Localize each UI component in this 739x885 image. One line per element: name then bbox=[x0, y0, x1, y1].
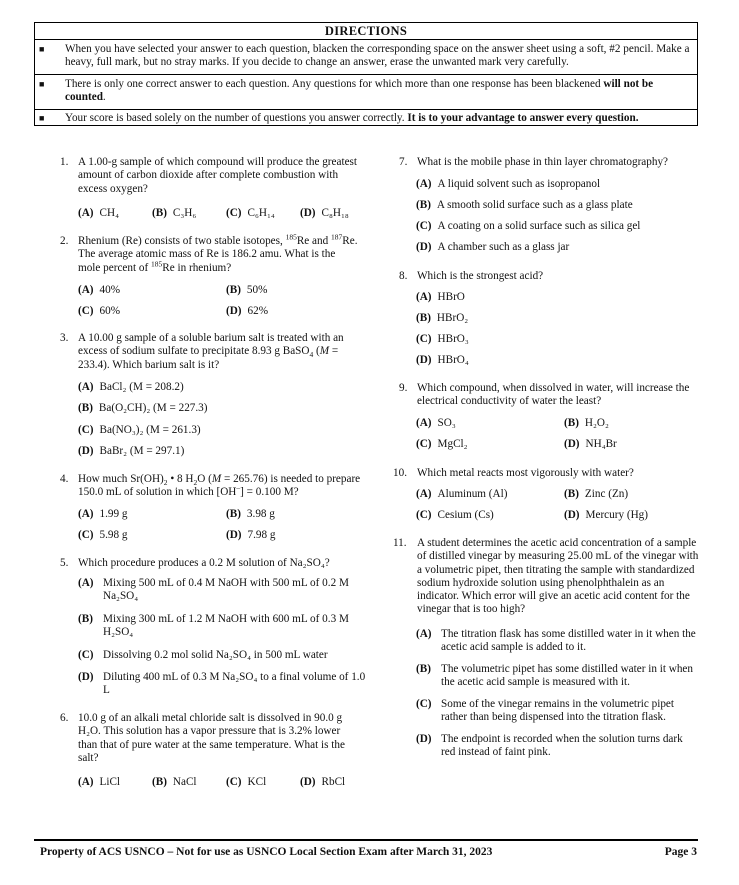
q1-option-a[interactable]: (A) CH₄ bbox=[78, 207, 119, 219]
q2-option-a[interactable]: (A) 40% bbox=[78, 284, 121, 296]
q9-option-c[interactable]: (C) MgCl₂ bbox=[416, 438, 468, 450]
q3-option-b[interactable]: (B) Ba(O₂CH)₂ (M = 227.3) bbox=[78, 402, 208, 414]
q11-option-d[interactable]: (D) The endpoint is recorded when the solution turns dark red instead of faint pink. bbox=[416, 733, 683, 759]
bullet-icon: ■ bbox=[39, 113, 45, 123]
q8-option-b[interactable]: (B) HBrO₂ bbox=[416, 312, 469, 324]
footer-divider bbox=[34, 839, 698, 841]
q10-option-a[interactable]: (A) Aluminum (Al) bbox=[416, 488, 508, 500]
directions-title: DIRECTIONS bbox=[35, 23, 697, 40]
q8-option-a[interactable]: (A) HBrO bbox=[416, 291, 465, 303]
footer-copyright: Property of ACS USNCO – Not for use as USNCO Local Section Exam after March 31, 2023 bbox=[40, 846, 493, 858]
q9-option-d[interactable]: (D) NH₄Br bbox=[564, 438, 617, 450]
q3-option-a[interactable]: (A) BaCl₂ (M = 208.2) bbox=[78, 381, 184, 393]
q8-option-c[interactable]: (C) HBrO₃ bbox=[416, 333, 469, 345]
q11-option-c[interactable]: (C) Some of the vinegar remains in the volumetric pipet rather than being dispensed into the titration flask. bbox=[416, 698, 675, 724]
q5-option-a[interactable]: (A) Mixing 500 mL of 0.4 M NaOH with 500 mL of 0.2 M Na₂SO₄ bbox=[78, 577, 349, 603]
q9-option-b[interactable]: (B) H₂O₂ bbox=[564, 417, 609, 429]
q6-option-a[interactable]: (A) LiCl bbox=[78, 776, 121, 788]
q1-option-d[interactable]: (D) C₈H₁₈ bbox=[300, 207, 349, 219]
q7-option-d[interactable]: (D) A chamber such as a glass jar bbox=[416, 241, 570, 253]
q4-option-a[interactable]: (A) 1.99 g bbox=[78, 508, 128, 520]
directions-divider bbox=[35, 74, 697, 75]
directions-divider bbox=[35, 109, 697, 110]
q7-option-b[interactable]: (B) A smooth solid surface such as a glass plate bbox=[416, 199, 633, 211]
q10-option-b[interactable]: (B) Zinc (Zn) bbox=[564, 488, 629, 500]
q5-option-c[interactable]: (C) Dissolving 0.2 mol solid Na₂SO₄ in 500 mL water bbox=[78, 649, 328, 661]
q6-option-b[interactable]: (B) NaCl bbox=[152, 776, 197, 788]
q11-option-a[interactable]: (A) The titration flask has some distilled water in it when the acetic acid sample is added to it. bbox=[416, 628, 696, 654]
q4-option-b[interactable]: (B) 3.98 g bbox=[226, 508, 275, 520]
q5-option-b[interactable]: (B) Mixing 300 mL of 1.2 M NaOH with 600 mL of 0.3 M H₂SO₄ bbox=[78, 613, 349, 639]
q2-option-c[interactable]: (C) 60% bbox=[78, 305, 121, 317]
q9-option-a[interactable]: (A) SO₃ bbox=[416, 417, 456, 429]
bullet-icon: ■ bbox=[39, 44, 45, 54]
q3-option-c[interactable]: (C) Ba(NO₃)₂ (M = 261.3) bbox=[78, 424, 201, 436]
q1-option-c[interactable]: (C) C₆H₁₄ bbox=[226, 207, 275, 219]
q7-option-c[interactable]: (C) A coating on a solid surface such as silica gel bbox=[416, 220, 641, 232]
q8-option-d[interactable]: (D) HBrO₄ bbox=[416, 354, 469, 366]
page-number: Page 3 bbox=[664, 846, 697, 858]
q6-option-c[interactable]: (C) KCl bbox=[226, 776, 267, 788]
q10-option-c[interactable]: (C) Cesium (Cs) bbox=[416, 509, 494, 521]
q7-option-a[interactable]: (A) A liquid solvent such as isopropanol bbox=[416, 178, 601, 190]
bullet-icon: ■ bbox=[39, 79, 45, 89]
q10-option-d[interactable]: (D) Mercury (Hg) bbox=[564, 509, 648, 521]
q5-option-d[interactable]: (D) Diluting 400 mL of 0.3 M Na₂SO₄ to a final volume of 1.0 L bbox=[78, 671, 366, 697]
q2-option-d[interactable]: (D) 62% bbox=[226, 305, 269, 317]
q4-option-c[interactable]: (C) 5.98 g bbox=[78, 529, 128, 541]
q1-option-b[interactable]: (B) C₃H₆ bbox=[152, 207, 197, 219]
q4-option-d[interactable]: (D) 7.98 g bbox=[226, 529, 276, 541]
q3-option-d[interactable]: (D) BaBr₂ (M = 297.1) bbox=[78, 445, 185, 457]
q2-option-b[interactable]: (B) 50% bbox=[226, 284, 268, 296]
q11-option-b[interactable]: (B) The volumetric pipet has some distilled water in it when the acetic acid sample is measured with it. bbox=[416, 663, 693, 689]
directions-box: DIRECTIONS ■ When you have selected your answer to each question, blacken the corresponding space on the answer sheet using a soft, #2 pencil. Make a heavy, full mark, but no stray marks. If you decide to change an answer, erase the unwanted mark very carefully. ■ There is only one correct answer to each question. Any questions for which more than one response has been blackened will not be counted. ■ Your score is based solely on the number of questions you answer correctly. It is to your advantage to answer every question. bbox=[34, 22, 698, 126]
q6-option-d[interactable]: (D) RbCl bbox=[300, 776, 346, 788]
